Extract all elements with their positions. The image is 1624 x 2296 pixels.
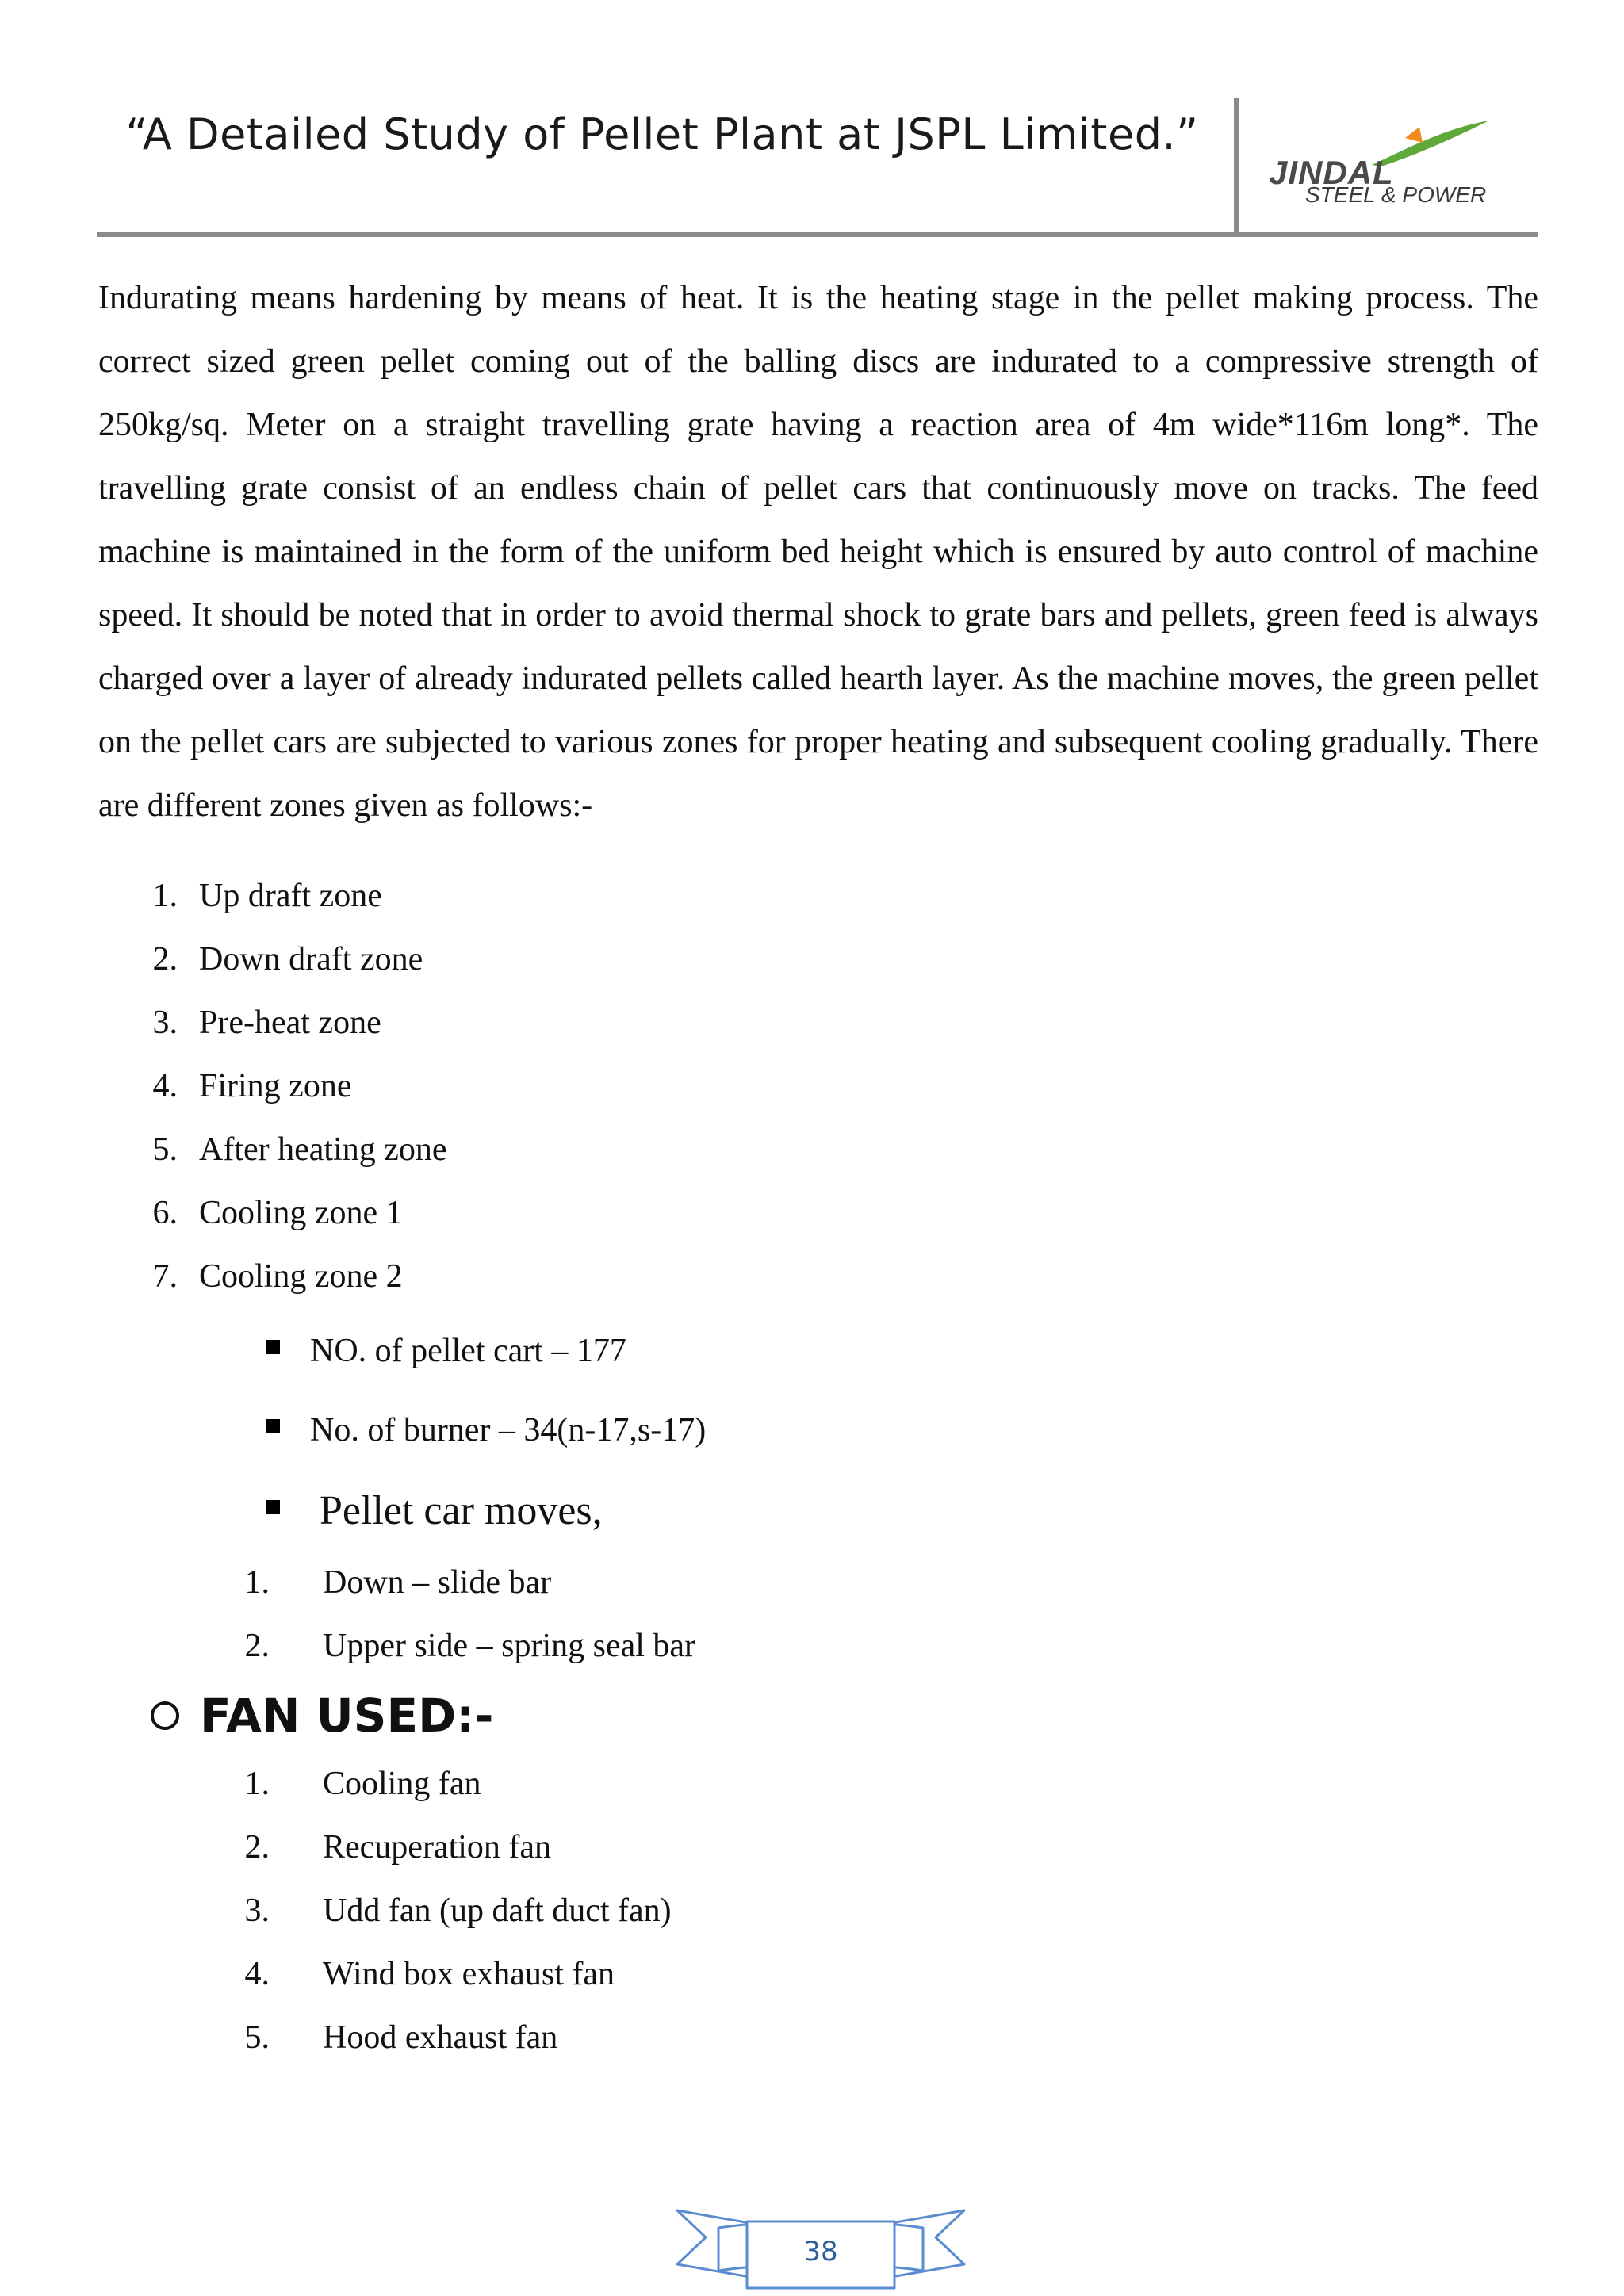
list-number: 1. <box>244 1564 270 1601</box>
bullet-text: Pellet car moves, <box>320 1488 603 1533</box>
list-text: Wind box exhaust fan <box>323 1956 615 1992</box>
list-text: Upper side – spring seal bar <box>323 1628 696 1664</box>
list-number: 1. <box>152 878 178 914</box>
logo-wordmark: JINDAL <box>1269 154 1394 191</box>
list-number: 3. <box>152 1004 178 1041</box>
intro-paragraph: Indurating means hardening by means of heat. It is the heating stage in the pellet making process. The correct sized green pellet coming out of the balling discs are indurated to a compressive strength of 250kg/sq. Meter on a straight travelling grate having a reaction area of 4m wide*116m long*. The travelling grate consist of an endless chain of pellet cars that continuously move on tracks. The feed machine is maintained in the form of the uniform bed height which is ensured by auto control of machine speed. It should be noted that in order to avoid thermal shock to grate bars and pellets, green feed is always charged over a layer of already indurated pellets called hearth layer. As the machine moves, the green pellet on the pellet cars are subjected to various zones for proper heating and subsequent cooling gradually. There are different zones given as follows:- <box>98 280 1538 824</box>
bullet-text: NO. of pellet cart – 177 <box>310 1333 626 1369</box>
list-number: 5. <box>244 2019 270 2056</box>
list-text: After heating zone <box>199 1131 447 1168</box>
logo-tagline: STEEL & POWER <box>1305 182 1487 207</box>
jindal-logo <box>1269 119 1491 206</box>
list-number: 3. <box>244 1892 270 1929</box>
list-text: Cooling zone 2 <box>199 1258 403 1295</box>
header-horizontal-rule <box>97 232 1538 237</box>
bullet-text: No. of burner – 34(n-17,s-17) <box>310 1412 707 1448</box>
page-number: 38 <box>803 2236 838 2267</box>
list-text: Firing zone <box>199 1068 352 1104</box>
list-number: 2. <box>244 1628 270 1664</box>
list-number: 4. <box>152 1068 178 1104</box>
list-number: 6. <box>152 1195 178 1231</box>
list-text: Recuperation fan <box>323 1829 552 1866</box>
list-text: Cooling zone 1 <box>199 1195 403 1231</box>
list-number: 5. <box>152 1131 178 1168</box>
fan-heading-text: FAN USED:- <box>200 1689 494 1743</box>
list-number: 1. <box>244 1766 270 1802</box>
list-text: Up draft zone <box>199 878 382 914</box>
list-text: Down draft zone <box>199 941 423 978</box>
fan-used-heading <box>151 1689 494 1743</box>
list-text: Cooling fan <box>323 1766 481 1802</box>
list-text: Udd fan (up daft duct fan) <box>323 1892 672 1929</box>
square-bullet-icon <box>266 1500 280 1514</box>
list-number: 2. <box>152 941 178 978</box>
square-bullet-icon <box>266 1340 280 1354</box>
page-header-title: “A Detailed Study of Pellet Plant at JSPL Limited.” <box>125 109 1199 159</box>
list-text: Pre-heat zone <box>199 1004 381 1041</box>
square-bullet-icon <box>266 1419 280 1433</box>
list-number: 7. <box>152 1258 178 1295</box>
list-number: 2. <box>244 1829 270 1866</box>
circle-bullet-icon <box>151 1701 179 1730</box>
list-text: Hood exhaust fan <box>323 2019 558 2056</box>
list-text: Down – slide bar <box>323 1564 552 1601</box>
list-number: 4. <box>244 1956 270 1992</box>
header-vertical-divider <box>1234 98 1239 233</box>
